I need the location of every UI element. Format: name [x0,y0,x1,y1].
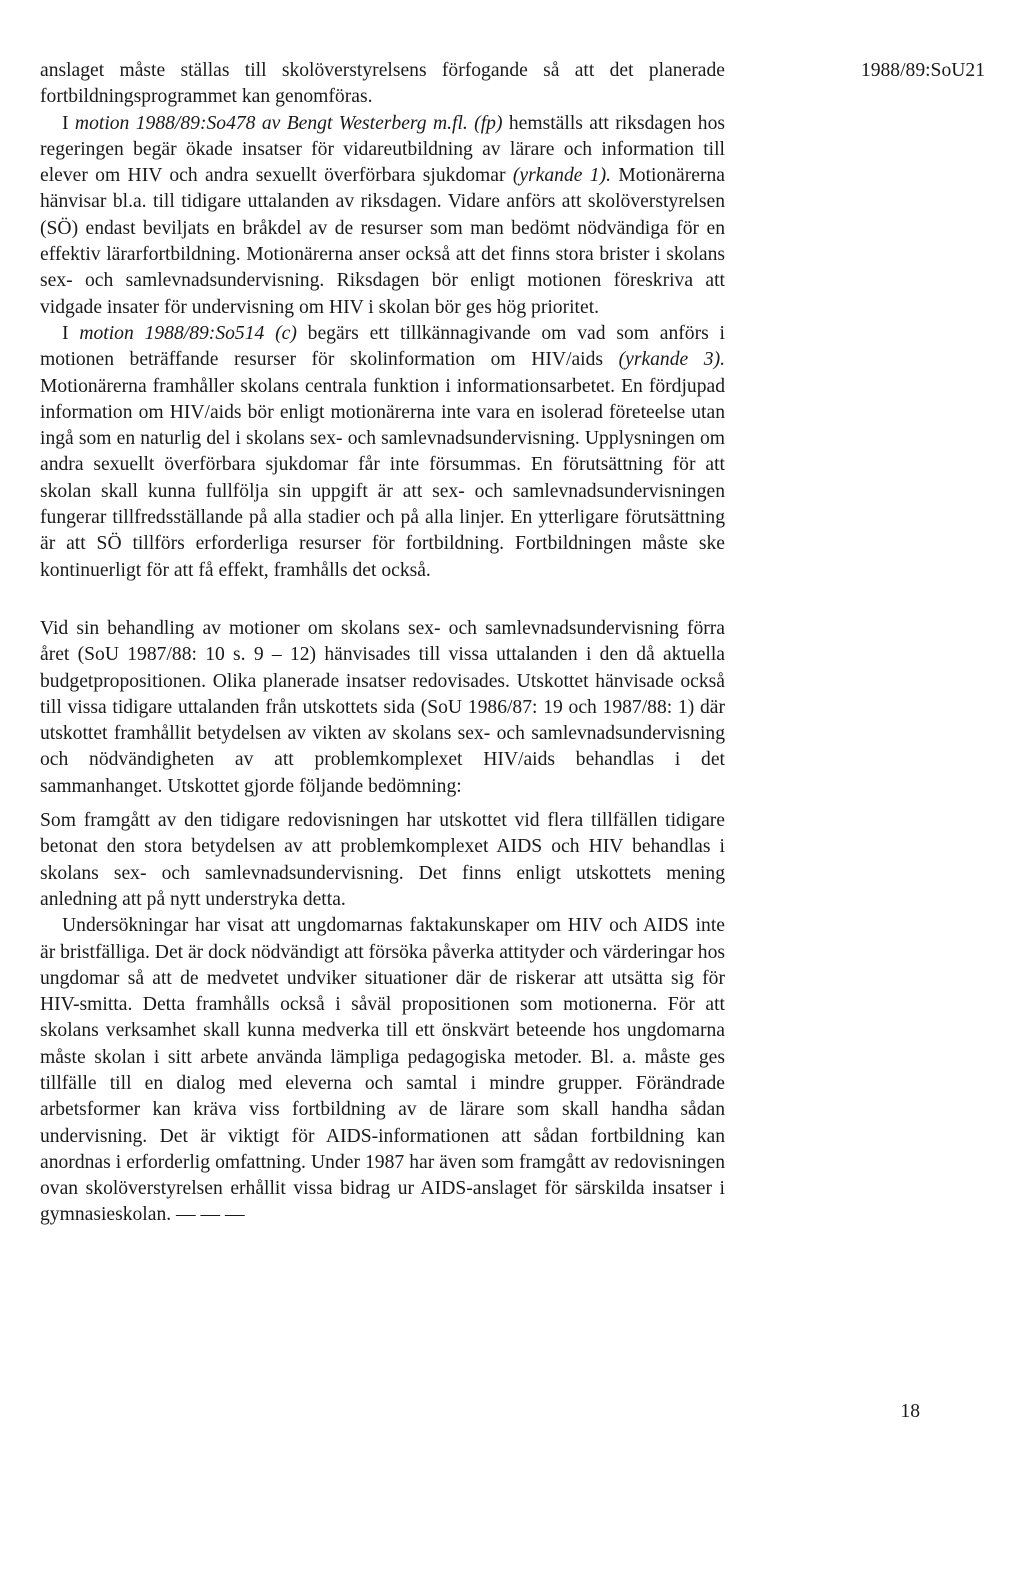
paragraph-2 [40,111,725,321]
yrkande-reference-3: (yrkande 3). [618,349,725,371]
paragraph-2-text-b: Motionärerna hänvisar bl.a. till tidigare uttalanden av riksdagen. Vidare anförs att skolöverstyrelsen (SÖ) endast beviljats en bråkdel av de resurser som man bedömt nödvändiga för en effektiv lärarfortbildning. Motionärerna anser också att det finns stora brister i skolans sex- och samlevnadsundervisning. Riksdagen bör enligt motionen föreskriva att vidgade insater för undervisning om HIV i skolan bör ges hög prioritet. [40,165,725,318]
page-number: 18 [900,1401,920,1422]
document-id: 1988/89:SoU21 [860,60,985,81]
motion-reference-so514: motion 1988/89:So514 (c) [79,322,297,344]
motion-reference-so478: motion 1988/89:So478 av Bengt Westerberg m.fl. (fp) [74,112,503,134]
quoted-paragraph-2: Undersökningar har visat att ungdomarnas faktakunskaper om HIV och AIDS inte är bristfälliga. Det är dock nödvändigt att försöka påverka attityder och värderingar hos ungdomar så att de medvetet undviker situationer där de riskerar att utsätta sig för HIV-smitta. Detta framhålls också i såväl propositionen som motionerna. För att skolans verksamhet skall kunna medverka till ett önskvärt beteende hos ungdomarna måste skolan i sitt arbete använda lämpliga pedagogiska metoder. Bl. a. måste ges tillfälle till en dialog med eleverna och samtal i mindre grupper. Förändrade arbetsformer kan kräva viss fortbildning av de lärare som skall handha sådan undervisning. Det är viktigt för AIDS-informationen att sådan fortbildning kan anordnas i erforderlig omfattning. Under 1987 har även som framgått av redovisningen ovan skolöverstyrelsen erhållit vissa bidrag ur AIDS-anslaget för särskilda insatser i gymnasieskolan. — — — [40,915,725,1226]
paragraph-3-lead: I [62,322,69,344]
paragraph-4: Vid sin behandling av motioner om skolans sex- och samlevnadsundervisning förra året (SoU 1987/88: 10 s. 9 – 12) hänvisades till vissa uttalanden i den då aktuella budgetpropositionen. Olika planerade insatser redovisades. Utskottet hänvisade också till vissa tidigare uttalanden från utskottets sida (SoU 1986/87: 19 och 1987/88: 1) där utskottet framhållit betydelsen av vikten av skolans sex- och samlevnadsundervisning och nödvändigheten av att problemkomplexet HIV/aids behandlas i det sammanhanget. Utskottet gjorde följande bedömning: [40,617,725,797]
paragraph-2-text-a: hemställs att riksdagen hos regeringen begär ökade insatser för vidareutbildning av lärare och information till elever om HIV och andra sexuellt överförbara sjukdomar [40,112,726,187]
paragraph-3 [40,321,725,584]
text-column [40,58,725,1229]
yrkande-reference-1: (yrkande 1). [512,165,612,187]
quoted-paragraph-1: Som framgått av den tidigare redovisningen har utskottet vid flera tillfällen tidigare betonat den stora betydelsen av att problemkomplexet AIDS och HIV behandlas i skolans sex- och samlevnadsundervisning. Det finns enligt utskottets mening anledning att på nytt understryka detta. [40,810,725,910]
paragraph-2-lead: I [62,112,69,134]
paragraph-1: anslaget måste ställas till skolöverstyrelsens förfogande så att det planerade fortbildningsprogrammet kan genomföras. [40,60,725,108]
paragraph-3-text-a: begärs ett tillkännagivande om vad som anförs i motionen beträffande resurser för skolinformation om HIV/aids [40,322,725,371]
paragraph-3-text-b: Motionärerna framhåller skolans centrala funktion i informationsarbetet. En fördjupad information om HIV/aids bör enligt motionärerna inte vara en isolerad företeelse utan ingå som en naturlig del i skolans sex- och samlevnadsundervisning. Upplysningen om andra sexuellt överförbara sjukdomar får inte försummas. En förutsättning för att skolan skall kunna fullfölja sin uppgift är att sex- och samlevnadsundervisningen fungerar tillfredsställande på alla stadier och på alla linjer. En ytterligare förutsättning är att SÖ tillförs erforderliga resurser för fortbildning. Fortbildningen måste ske kontinuerligt för att få effekt, framhålls det också. [40,375,725,581]
